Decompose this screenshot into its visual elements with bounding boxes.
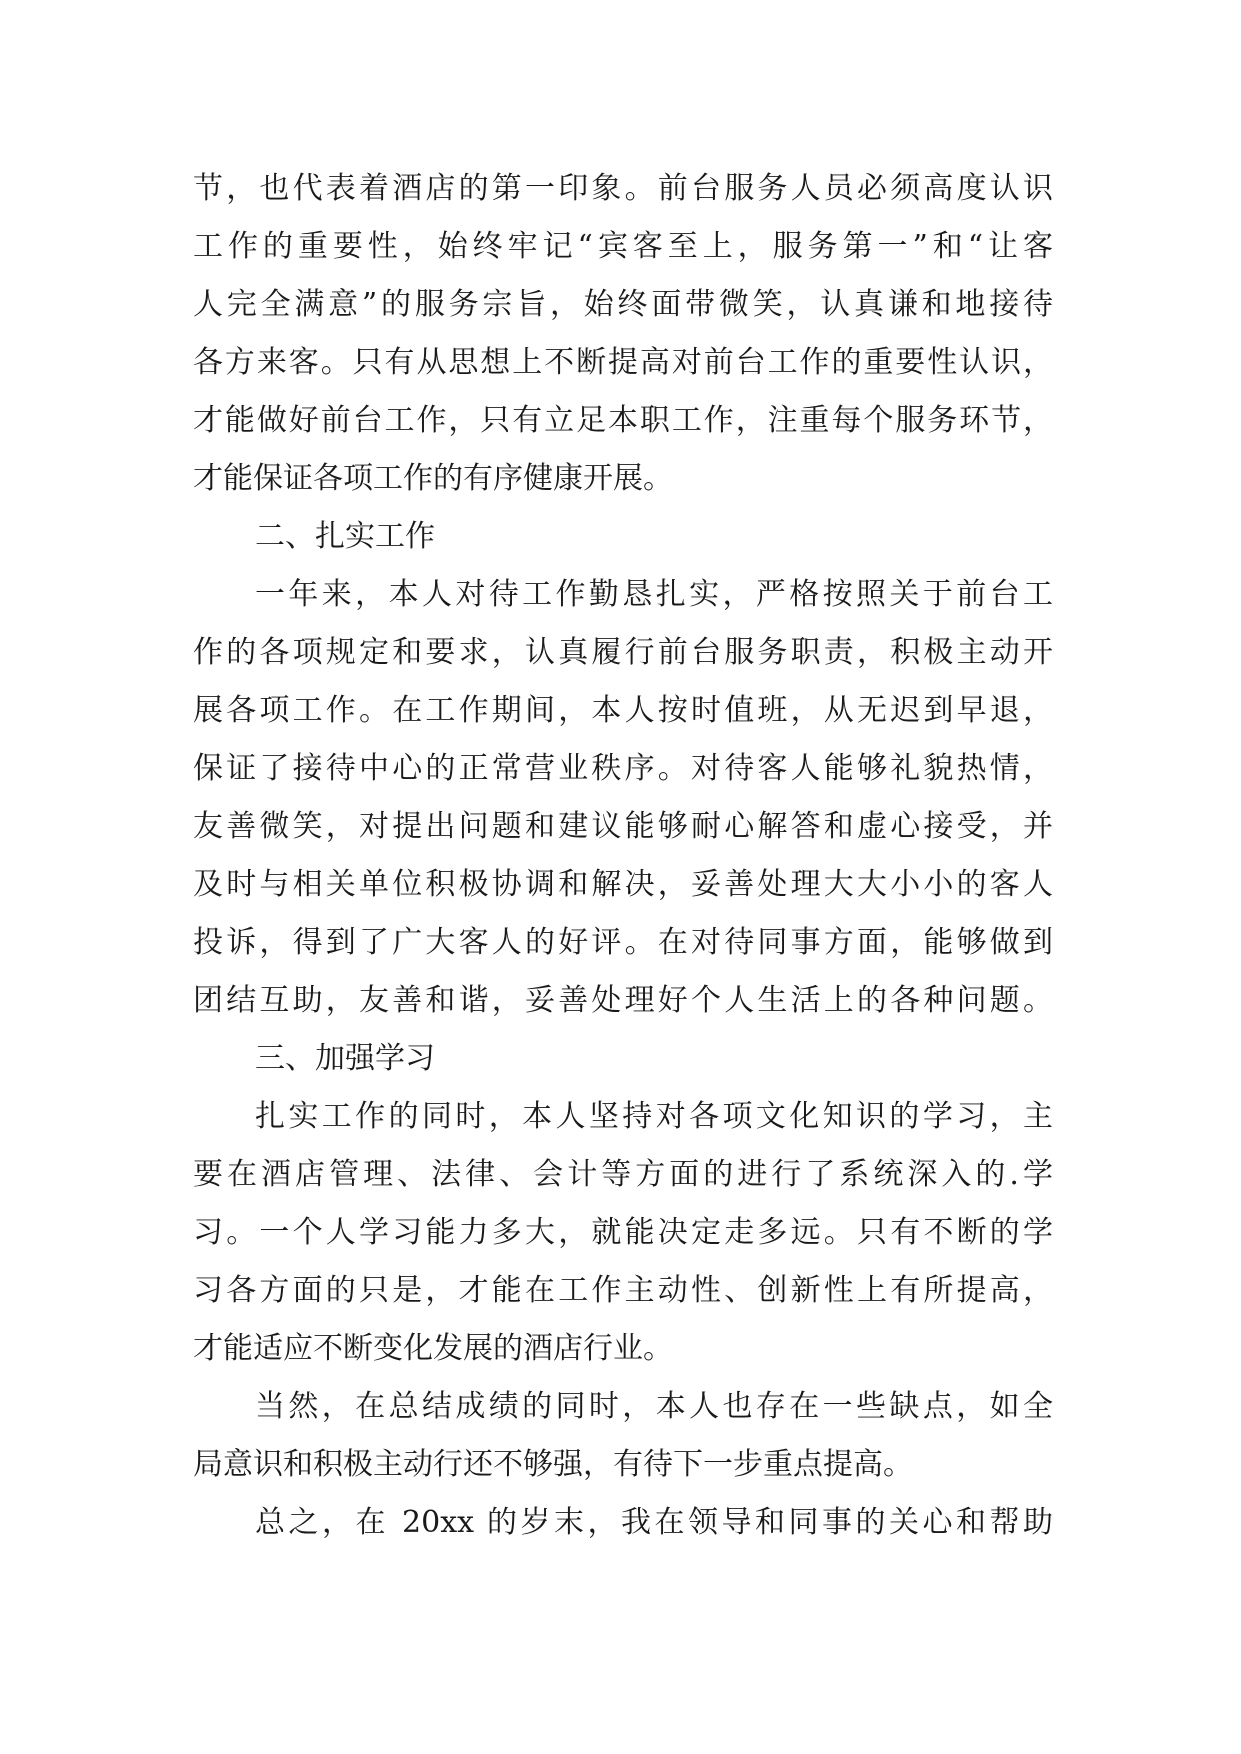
text-line: 才能保证各项工作的有序健康开展。 (193, 461, 673, 496)
text-line: 各方来客。只有从思想上不断提高对前台工作的重要性认识， (193, 345, 1053, 380)
text-line: 展各项工作。在工作期间，本人按时值班，从无迟到早退， (193, 693, 1053, 728)
text-line: 要在酒店管理、法律、会计等方面的进行了系统深入的.学 (193, 1157, 1053, 1192)
text-line: 一年来，本人对待工作勤恳扎实，严格按照关于前台工 (255, 577, 1053, 612)
text-line: 人完全满意”的服务宗旨，始终面带微笑，认真谦和地接待 (193, 287, 1053, 322)
text-line: 才能做好前台工作，只有立足本职工作，注重每个服务环节， (193, 403, 1053, 438)
text-line: 友善微笑，对提出问题和建议能够耐心解答和虚心接受，并 (193, 809, 1053, 844)
text-line: 投诉，得到了广大客人的好评。在对待同事方面，能够做到 (193, 925, 1053, 960)
text-line: 才能适应不断变化发展的酒店行业。 (193, 1331, 673, 1366)
text-line: 局意识和积极主动行还不够强，有待下一步重点提高。 (193, 1447, 913, 1482)
text-line: 及时与相关单位积极协调和解决，妥善处理大大小小的客人 (193, 867, 1053, 902)
text-line: 当然，在总结成绩的同时，本人也存在一些缺点，如全 (255, 1389, 1053, 1424)
text-line: 习。一个人学习能力多大，就能决定走多远。只有不断的学 (193, 1215, 1053, 1250)
text-line: 节，也代表着酒店的第一印象。前台服务人员必须高度认识 (193, 171, 1053, 206)
text-line: 扎实工作的同时，本人坚持对各项文化知识的学习，主 (255, 1099, 1053, 1134)
section-heading: 二、扎实工作 (255, 519, 435, 554)
text-line: 总之，在 20xx 的岁末，我在领导和同事的关心和帮助 (255, 1505, 1053, 1540)
text-line: 工作的重要性，始终牢记“宾客至上，服务第一”和“让客 (193, 229, 1053, 264)
text-line: 团结互助，友善和谐，妥善处理好个人生活上的各种问题。 (193, 983, 1053, 1018)
text-line: 习各方面的只是，才能在工作主动性、创新性上有所提高， (193, 1273, 1053, 1308)
text-line: 保证了接待中心的正常营业秩序。对待客人能够礼貌热情， (193, 751, 1053, 786)
section-heading: 三、加强学习 (255, 1041, 435, 1076)
document-body (193, 160, 1053, 1552)
text-line: 作的各项规定和要求，认真履行前台服务职责，积极主动开 (193, 635, 1053, 670)
